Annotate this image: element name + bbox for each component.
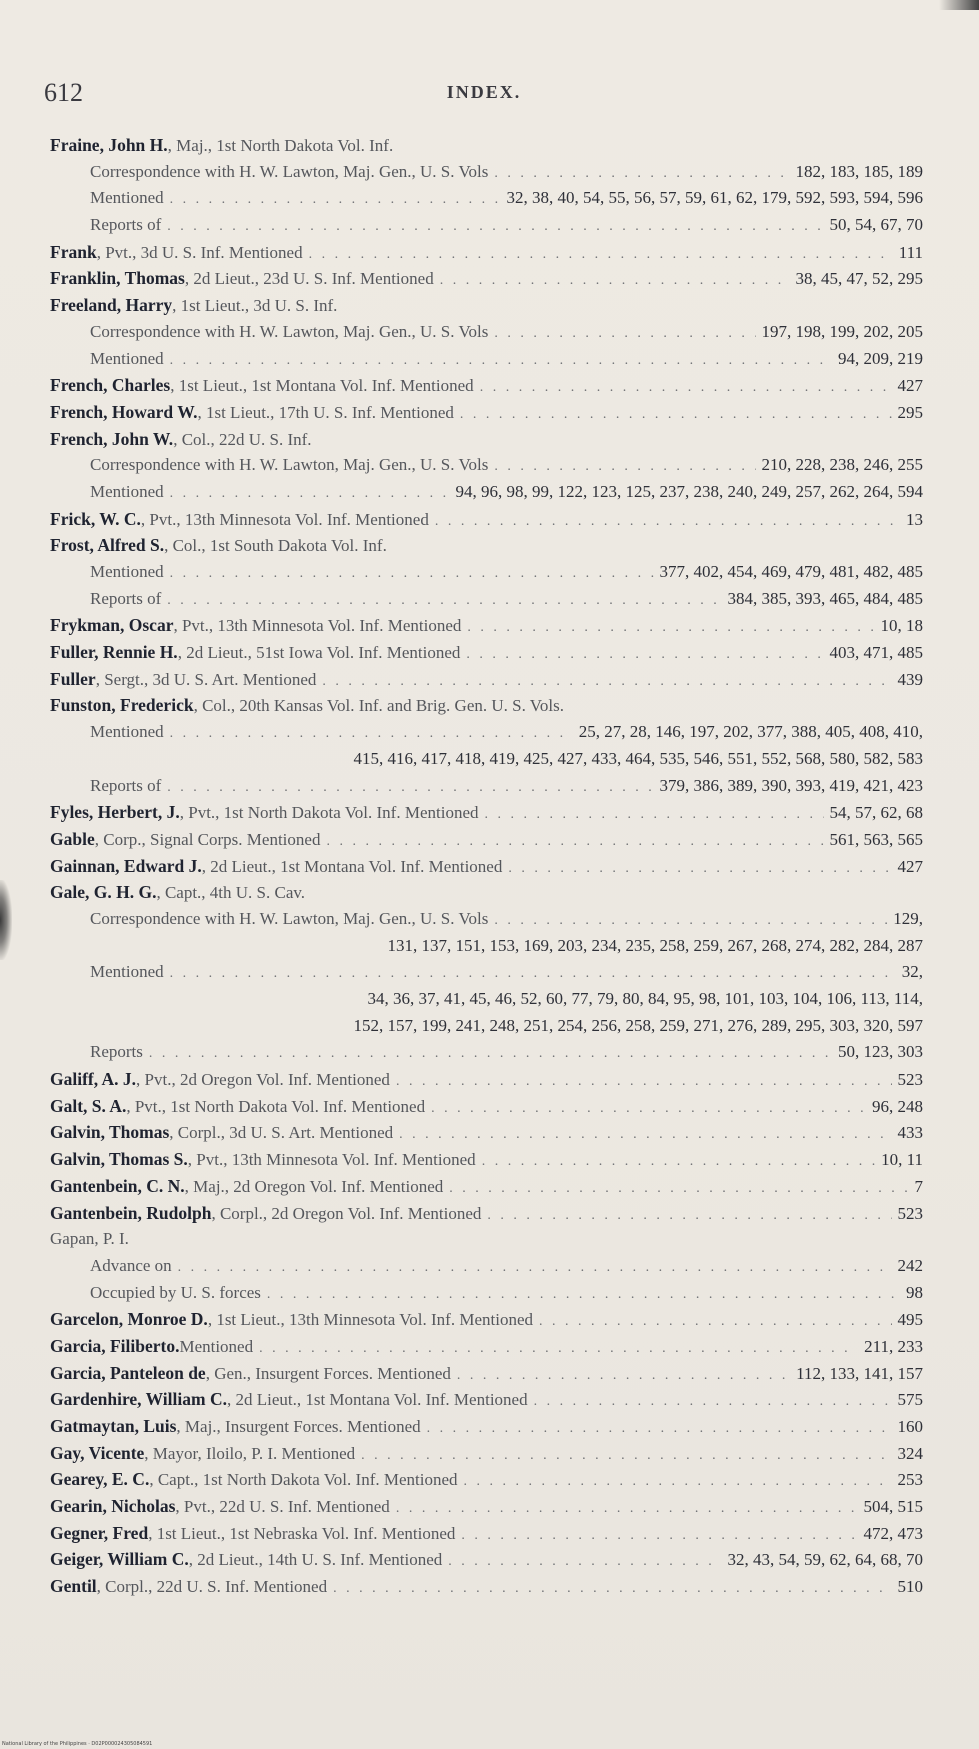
index-entry: [50, 853, 923, 880]
entry-description: , 2d Lieut., 1st Montana Vol. Inf. Mentioned: [201, 856, 503, 876]
index-subentry: [50, 1280, 923, 1307]
page-header: [44, 78, 924, 108]
page-references: 182, 183, 185, 189: [795, 161, 923, 181]
index-subentry: [50, 1253, 923, 1280]
index-entry: [50, 265, 923, 292]
dot-leader: [167, 214, 823, 239]
page-references: 10, 11: [881, 1150, 923, 1170]
index-entry: [50, 1066, 923, 1093]
subentry-text: Correspondence with H. W. Lawton, Maj. Gen., U. S. Vols: [90, 321, 489, 341]
dot-leader: [399, 1122, 891, 1146]
entry-name: Gantenbein, C. N.: [50, 1175, 185, 1196]
index-entry: [50, 1360, 923, 1387]
subentry-text: Reports of: [90, 588, 162, 608]
dot-leader: [460, 402, 892, 426]
index-entries: [50, 132, 923, 1600]
page-references: 295: [897, 402, 923, 422]
dot-leader: [480, 375, 892, 399]
dot-leader: [494, 321, 755, 346]
entry-description: , Maj., 2d Oregon Vol. Inf. Mentioned: [184, 1176, 444, 1196]
entry-name: Freeland, Harry: [50, 295, 173, 316]
dot-leader: [170, 481, 450, 506]
entry-name: Fuller, Rennie H.: [50, 642, 178, 663]
page-references: 25, 27, 28, 146, 197, 202, 377, 388, 405, 408, 410,: [578, 722, 923, 742]
subentry-text: Occupied by U. S. forces: [90, 1282, 261, 1302]
entry-name: Gearin, Nicholas: [50, 1496, 176, 1517]
index-entry: [50, 666, 923, 693]
entry-description: , Capt., 1st North Dakota Vol. Inf. Mentioned: [149, 1470, 458, 1490]
dot-leader: [170, 348, 832, 373]
index-entry: [50, 506, 923, 533]
page-references: 112, 133, 141, 157: [796, 1363, 923, 1383]
dot-leader: [259, 1336, 858, 1360]
page-references: 427: [897, 376, 923, 396]
scan-edge-mark: [0, 880, 12, 960]
page-references: 7: [914, 1176, 923, 1196]
entry-name: Galvin, Thomas S.: [50, 1149, 188, 1170]
page-references: 94, 96, 98, 99, 122, 123, 125, 237, 238, 240, 249, 257, 262, 264, 594: [455, 481, 923, 501]
dot-leader: [464, 1469, 892, 1493]
scan-corner-mark: [939, 0, 979, 10]
dot-leader: [396, 1496, 858, 1520]
dot-leader: [461, 1523, 857, 1547]
subentry-text: Reports of: [90, 775, 162, 795]
dot-leader: [449, 1176, 908, 1200]
index-subentry: [50, 719, 923, 746]
dot-leader: [170, 961, 896, 986]
dot-leader: [396, 1069, 892, 1093]
page-number: 612: [44, 78, 83, 107]
entry-description: , Pvt., 1st North Dakota Vol. Inf. Mentioned: [179, 803, 479, 823]
entry-name: Franklin, Thomas: [50, 268, 185, 289]
subentry-text: Advance on: [90, 1255, 172, 1275]
index-entry: [50, 1466, 923, 1493]
entry-description: , Maj., 1st North Dakota Vol. Inf.: [167, 136, 394, 155]
index-entry: [50, 879, 923, 906]
entry-description: , Pvt., 13th Minnesota Vol. Inf. Mentioned: [187, 1150, 476, 1170]
entry-name: Frank: [50, 241, 97, 262]
page-references: 50, 123, 303: [838, 1042, 923, 1062]
index-entry: [50, 1573, 923, 1600]
scan-credit: National Library of the Philippines · D02P000024305084591: [2, 1741, 153, 1747]
entry-description: , Sergt., 3d U. S. Art. Mentioned: [95, 669, 317, 689]
page-references: 94, 209, 219: [838, 348, 923, 368]
index-entry: [50, 692, 923, 719]
page-references: 504, 515: [863, 1497, 923, 1517]
entry-name: Gardenhire, William C.: [50, 1389, 227, 1410]
dot-leader: [466, 642, 823, 666]
index-entry: [50, 1386, 923, 1413]
entry-name: Fraine, John H.: [50, 135, 168, 155]
entry-name: Fyles, Herbert, J.: [50, 802, 180, 823]
entry-name: French, John W.: [50, 428, 174, 449]
index-subentry: [50, 159, 923, 186]
page-references: 324: [897, 1443, 923, 1463]
dot-leader: [170, 561, 654, 586]
page-references: 32,: [901, 962, 923, 982]
page-references: 13: [906, 509, 923, 529]
index-subentry: [50, 452, 923, 479]
entry-description: Gapan, P. I.: [50, 1229, 129, 1249]
entry-name: Gegner, Fred: [50, 1522, 149, 1543]
dot-leader: [149, 1041, 832, 1066]
entry-name: Galvin, Thomas: [50, 1122, 170, 1143]
index-entry: [50, 1146, 923, 1173]
entry-description: , Corpl., 2d Oregon Vol. Inf. Mentioned: [211, 1203, 482, 1223]
dot-leader: [534, 1389, 892, 1413]
index-subentry: [50, 1039, 923, 1066]
entry-name: Garcelon, Monroe D.: [50, 1309, 208, 1330]
dot-leader: [494, 161, 789, 186]
dot-leader: [539, 1309, 892, 1333]
page-references: 242: [897, 1255, 923, 1275]
entry-description: , 2d Lieut., 1st Montana Vol. Inf. Mentioned: [226, 1390, 528, 1410]
subentry-text: Correspondence with H. W. Lawton, Maj. Gen., U. S. Vols: [90, 908, 489, 928]
entry-description: , 1st Lieut., 17th U. S. Inf. Mentioned: [197, 402, 454, 422]
entry-description: , Maj., Insurgent Forces. Mentioned: [176, 1417, 421, 1436]
index-entry: [50, 612, 923, 639]
entry-name: Funston, Frederick: [50, 695, 194, 716]
dot-leader: [440, 268, 790, 292]
dot-leader: [361, 1443, 891, 1467]
page-references: 510: [897, 1577, 923, 1597]
subentry-text: Mentioned: [90, 188, 164, 208]
index-entry: [50, 372, 923, 399]
entry-description: , Capt., 4th U. S. Cav.: [156, 883, 306, 903]
entry-description: , Pvt., 2d Oregon Vol. Inf. Mentioned: [136, 1070, 390, 1090]
entry-description: , Corpl., 3d U. S. Art. Mentioned: [169, 1123, 394, 1143]
index-entry: [50, 1226, 923, 1253]
index-entry: [50, 1546, 923, 1573]
entry-name: Fuller: [50, 668, 96, 689]
entry-description: , Col., 20th Kansas Vol. Inf. and Brig. Gen. U. S. Vols.: [193, 696, 564, 716]
page-references: 211, 233: [864, 1336, 923, 1356]
index-entry: [50, 1413, 923, 1440]
page-references: 129,: [893, 908, 923, 928]
dot-leader: [427, 1416, 892, 1440]
index-entry: [50, 826, 923, 853]
entry-name: Frykman, Oscar: [50, 615, 174, 636]
entry-description: , Pvt., 22d U. S. Inf. Mentioned: [175, 1497, 390, 1517]
entry-description: , Pvt., 1st North Dakota Vol. Inf. Mentioned: [126, 1096, 426, 1116]
index-subentry: [50, 906, 923, 933]
entry-name: Gentil: [50, 1576, 97, 1597]
dot-leader: [322, 669, 891, 693]
index-subentry: [50, 185, 923, 212]
dot-leader: [485, 802, 824, 826]
dot-leader: [178, 1255, 892, 1280]
dot-leader: [170, 721, 573, 746]
subentry-text: Correspondence with H. W. Lawton, Maj. Gen., U. S. Vols: [90, 161, 489, 181]
page-references: 253: [897, 1470, 923, 1490]
page-references: 379, 386, 389, 390, 393, 419, 421, 423: [659, 775, 923, 795]
page-references: 152, 157, 199, 241, 248, 251, 254, 256, 258, 259, 271, 276, 289, 295, 303, 320, 597: [353, 1015, 923, 1035]
dot-leader: [326, 829, 823, 853]
entry-name: Garcia, Filiberto.: [50, 1335, 180, 1356]
dot-leader: [467, 615, 874, 639]
page-references: 131, 137, 151, 153, 169, 203, 234, 235, 258, 259, 267, 268, 274, 282, 284, 287: [387, 935, 923, 955]
subentry-text: Correspondence with H. W. Lawton, Maj. Gen., U. S. Vols: [90, 455, 489, 475]
index-entry: [50, 1306, 923, 1333]
page-references: 38, 45, 47, 52, 295: [795, 269, 923, 289]
entry-description: , Pvt., 13th Minnesota Vol. Inf. Mentioned: [173, 616, 462, 636]
index-entry: [50, 1093, 923, 1120]
entry-description: , 1st Lieut., 1st Nebraska Vol. Inf. Mentioned: [148, 1523, 456, 1543]
running-head: INDEX.: [446, 82, 522, 102]
page-references: 523: [897, 1070, 923, 1090]
index-entry: [50, 399, 923, 426]
subentry-text: Mentioned: [90, 562, 164, 581]
entry-name: Gay, Vicente: [50, 1442, 145, 1463]
index-subentry: [50, 346, 923, 373]
index-subentry: [50, 479, 923, 506]
entry-description: Mentioned: [179, 1336, 254, 1356]
entry-name: Frost, Alfred S.: [50, 535, 165, 556]
dot-leader: [494, 908, 887, 933]
page-references: 561, 563, 565: [829, 829, 923, 849]
index-continuation: [50, 933, 923, 960]
entry-name: Gable: [50, 828, 95, 849]
page-references: 210, 228, 238, 246, 255: [761, 455, 923, 475]
index-entry: [50, 1200, 923, 1227]
entry-description: , 1st Lieut., 1st Montana Vol. Inf. Mentioned: [170, 376, 474, 396]
entry-description: , Corp., Signal Corps. Mentioned: [94, 829, 321, 849]
subentry-text: Mentioned: [90, 481, 164, 501]
entry-description: , Pvt., 13th Minnesota Vol. Inf. Mentioned: [140, 509, 429, 529]
page-references: 197, 198, 199, 202, 205: [761, 321, 923, 341]
index-entry: [50, 132, 923, 159]
entry-description: , 1st Lieut., 13th Minnesota Vol. Inf. Mentioned: [207, 1310, 533, 1330]
page-references: 403, 471, 485: [829, 643, 923, 663]
index-entry: [50, 1333, 923, 1360]
index-subentry: [50, 959, 923, 986]
entry-name: Gantenbein, Rudolph: [50, 1202, 212, 1223]
dot-leader: [167, 775, 653, 800]
dot-leader: [431, 1096, 866, 1120]
page-references: 377, 402, 454, 469, 479, 481, 482, 485: [659, 562, 923, 581]
entry-name: Frick, W. C.: [50, 508, 141, 529]
page-references: 50, 54, 67, 70: [829, 215, 923, 235]
index-entry: [50, 639, 923, 666]
subentry-text: Reports: [90, 1042, 143, 1062]
subentry-text: Reports of: [90, 215, 162, 235]
entry-name: Gatmaytan, Luis: [50, 1416, 177, 1436]
entry-name: Gainnan, Edward J.: [50, 855, 202, 876]
entry-name: Garcia, Panteleon de: [50, 1362, 206, 1383]
page-references: 439: [897, 669, 923, 689]
index-entry: [50, 426, 923, 453]
page-references: 495: [897, 1310, 923, 1330]
index-subentry: [50, 212, 923, 239]
page-references: 575: [897, 1390, 923, 1410]
entry-name: French, Charles: [50, 375, 171, 396]
index-continuation: [50, 986, 923, 1013]
entry-description: , 1st Lieut., 3d U. S. Inf.: [172, 296, 338, 316]
index-subentry: [50, 319, 923, 346]
page-references: 98: [906, 1282, 923, 1302]
page-references: 384, 385, 393, 465, 484, 485: [727, 588, 923, 608]
dot-leader: [508, 856, 891, 880]
dot-leader: [482, 1149, 875, 1173]
dot-leader: [448, 1549, 721, 1573]
index-entry: [50, 799, 923, 826]
index-entry: [50, 1173, 923, 1200]
dot-leader: [457, 1363, 790, 1387]
dot-leader: [167, 588, 721, 613]
dot-leader: [267, 1282, 900, 1307]
entry-description: , 2d Lieut., 14th U. S. Inf. Mentioned: [188, 1550, 443, 1570]
page-references: 111: [898, 242, 923, 262]
page-references: 34, 36, 37, 41, 45, 46, 52, 60, 77, 79, 80, 84, 95, 98, 101, 103, 104, 106, 113, 114,: [367, 989, 923, 1008]
page-references: 10, 18: [880, 616, 923, 636]
index-entry: [50, 1119, 923, 1146]
subentry-text: Mentioned: [90, 722, 164, 742]
page-references: 96, 248: [872, 1096, 923, 1116]
page-references: 472, 473: [863, 1523, 923, 1543]
dot-leader: [494, 454, 755, 479]
index-subentry: [50, 559, 923, 586]
index-entry: [50, 1520, 923, 1547]
entry-name: Geiger, William C.: [50, 1549, 189, 1570]
page-references: 433: [897, 1123, 923, 1143]
entry-description: , Gen., Insurgent Forces. Mentioned: [205, 1363, 451, 1383]
index-entry: [50, 1493, 923, 1520]
dot-leader: [170, 187, 501, 212]
entry-description: , 2d Lieut., 51st Iowa Vol. Inf. Mentioned: [177, 643, 461, 663]
entry-description: , Mayor, Iloilo, P. I. Mentioned: [144, 1443, 356, 1463]
page-references: 415, 416, 417, 418, 419, 425, 427, 433, 464, 535, 546, 551, 552, 568, 580, 582, 583: [353, 748, 923, 768]
dot-leader: [333, 1576, 891, 1600]
index-subentry: [50, 586, 923, 613]
index-entry: [50, 532, 923, 559]
entry-name: Gale, G. H. G.: [50, 882, 157, 903]
entry-description: , Col., 22d U. S. Inf.: [173, 429, 312, 449]
subentry-text: Mentioned: [90, 962, 164, 982]
entry-description: , Pvt., 3d U. S. Inf. Mentioned: [96, 242, 303, 262]
entry-name: French, Howard W.: [50, 401, 198, 422]
index-subentry: [50, 773, 923, 800]
index-entry: [50, 292, 923, 319]
dot-leader: [435, 509, 900, 533]
entry-description: , Corpl., 22d U. S. Inf. Mentioned: [96, 1577, 328, 1597]
entry-description: , 2d Lieut., 23d U. S. Inf. Mentioned: [184, 269, 434, 289]
entry-description: , Col., 1st South Dakota Vol. Inf.: [164, 536, 387, 556]
subentry-text: Mentioned: [90, 348, 164, 368]
page-references: 160: [897, 1417, 923, 1436]
dot-leader: [309, 242, 893, 266]
dot-leader: [487, 1203, 891, 1227]
index-entry: [50, 239, 923, 266]
page-references: 32, 43, 54, 59, 62, 64, 68, 70: [727, 1550, 923, 1570]
entry-name: Galt, S. A.: [50, 1095, 127, 1116]
index-entry: [50, 1440, 923, 1467]
index-continuation: [50, 1013, 923, 1040]
page-references: 427: [897, 856, 923, 876]
page-references: 54, 57, 62, 68: [829, 803, 923, 823]
entry-name: Gearey, E. C.: [50, 1469, 150, 1490]
page-references: 523: [897, 1203, 923, 1223]
entry-name: Galiff, A. J.: [50, 1069, 137, 1090]
index-continuation: [50, 746, 923, 773]
page-references: 32, 38, 40, 54, 55, 56, 57, 59, 61, 62, 179, 592, 593, 594, 596: [506, 188, 923, 208]
